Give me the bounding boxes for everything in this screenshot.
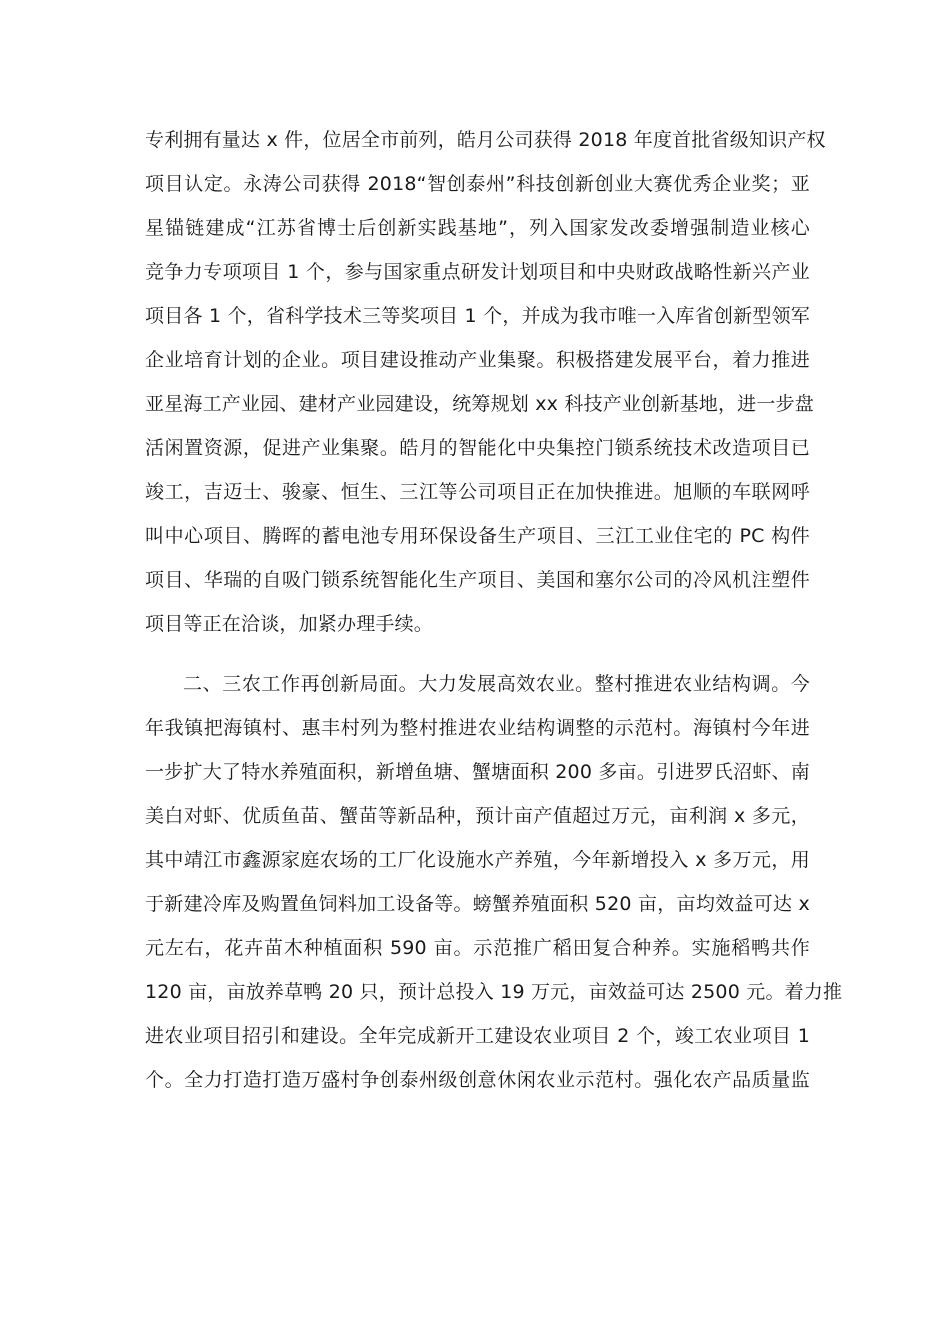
text-line: 星锚链建成“江苏省博士后创新实践基地”，列入国家发改委增强制造业核心: [145, 217, 810, 239]
text-line: 元左右，花卉苗木种植面积 590 亩。示范推广稻田复合种养。实施稻鸭共作: [145, 937, 810, 959]
text-line: 专利拥有量达 x 件，位居全市前列，皓月公司获得 2018 年度首批省级知识产权: [145, 129, 826, 151]
paragraph-1: [145, 118, 826, 646]
text-line: 进农业项目招引和建设。全年完成新开工建设农业项目 2 个，竣工农业项目 1: [145, 1025, 810, 1047]
text-line: 于新建冷库及购置鱼饲料加工设备等。螃蟹养殖面积 520 亩，亩均效益可达 x: [145, 893, 810, 915]
text-line: 其中靖江市鑫源家庭农场的工厂化设施水产养殖，今年新增投入 x 多万元，用: [145, 849, 810, 871]
text-line: 个。全力打造打造万盛村争创泰州级创意休闲农业示范村。强化农产品质量监: [145, 1069, 810, 1091]
text-line: 活闲置资源，促进产业集聚。皓月的智能化中央集控门锁系统技术改造项目已: [145, 437, 810, 459]
text-line: 项目等正在洽谈，加紧办理手续。: [145, 613, 434, 635]
text-line: 项目认定。永涛公司获得 2018“智创泰州”科技创新创业大赛优秀企业奖；亚: [145, 173, 810, 195]
text-line: 竞争力专项项目 1 个，参与国家重点研发计划项目和中央财政战略性新兴产业: [145, 261, 810, 283]
text-line: 竣工，吉迈士、骏豪、恒生、三江等公司项目正在加快推进。旭顺的车联网呼: [145, 481, 810, 503]
paragraph-2: [145, 662, 843, 1102]
text-line: 120 亩，亩放养草鸭 20 只，预计总投入 19 万元，亩效益可达 2500 元。着力推: [145, 981, 843, 1003]
text-line: 美白对虾、优质鱼苗、蟹苗等新品种，预计亩产值超过万元，亩利润 x 多元，: [145, 805, 810, 827]
text-line: 亚星海工产业园、建材产业园建设，统筹规划 xx 科技产业创新基地，进一步盘: [145, 393, 814, 415]
paragraph-spacer: [145, 646, 810, 662]
document-body: [145, 118, 843, 1102]
text-line: 企业培育计划的企业。项目建设推动产业集聚。积极搭建发展平台，着力推进: [145, 349, 810, 371]
text-line: 项目各 1 个，省科学技术三等奖项目 1 个，并成为我市唯一入库省创新型领军: [145, 305, 810, 327]
text-line: 二、三农工作再创新局面。大力发展高效农业。整村推进农业结构调。今: [183, 673, 810, 695]
text-line: 项目、华瑞的自吸门锁系统智能化生产项目、美国和塞尔公司的冷风机注塑件: [145, 569, 810, 591]
text-line: 叫中心项目、腾晖的蓄电池专用环保设备生产项目、三江工业住宅的 PC 构件: [145, 525, 810, 547]
text-line: 一步扩大了特水养殖面积，新增鱼塘、蟹塘面积 200 多亩。引进罗氏沼虾、南: [145, 761, 810, 783]
text-line: 年我镇把海镇村、惠丰村列为整村推进农业结构调整的示范村。海镇村今年进: [145, 717, 810, 739]
